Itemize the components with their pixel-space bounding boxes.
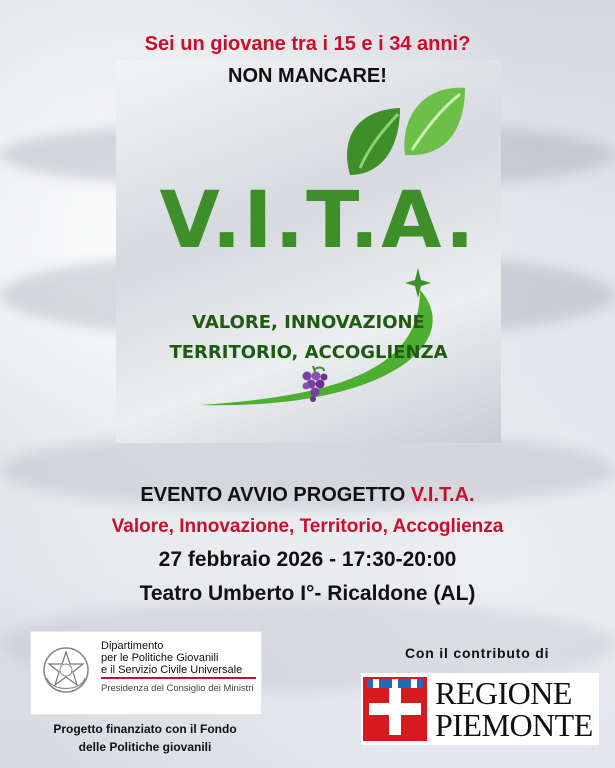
callout-text: NON MANCARE! — [228, 65, 387, 87]
department-line1: Dipartimento — [101, 640, 164, 652]
event-datetime: 27 febbraio 2026 - 17:30-20:00 — [158, 548, 457, 571]
emblem-icon — [39, 640, 93, 702]
piemonte-shield-icon — [363, 677, 427, 741]
department-line2: per le Politiche Giovanili — [101, 652, 219, 664]
funding-line1: Progetto finanziato con il Fondo — [53, 722, 237, 736]
vita-title: V.I.T.A. — [159, 176, 477, 266]
logo-subtitle-line1: VALORE, INNOVAZIONE — [192, 312, 425, 333]
department-logo — [30, 631, 262, 715]
department-divider — [101, 677, 256, 679]
leaves-icon — [330, 80, 470, 180]
target-age-question: Sei un giovane tra i 15 e i 34 anni? — [144, 33, 471, 55]
department-line4: Presidenza del Consiglio dei Ministri — [101, 683, 254, 694]
logo-subtitle-line2: TERRITORIO, ACCOGLIENZA — [169, 342, 448, 363]
regione-piemonte-logo — [361, 673, 599, 745]
funding-line2: delle Politiche giovanili — [78, 740, 212, 754]
department-text — [101, 640, 242, 676]
event-values: Valore, Innovazione, Territorio, Accoglienza — [111, 516, 504, 537]
event-title-prefix: EVENTO AVVIO PROGETTO — [140, 484, 411, 506]
event-place: Teatro Umberto I°- Ricaldone (AL) — [139, 582, 476, 605]
region-name-line1: REGIONE — [435, 675, 572, 711]
event-title-highlight: V.I.T.A. — [410, 484, 475, 506]
region-name-line2: PIEMONTE — [435, 707, 593, 743]
grapes-icon — [298, 364, 328, 402]
department-line3: e il Servizio Civile Universale — [101, 664, 243, 676]
event-title — [0, 484, 615, 507]
contribution-label: Con il contributo di — [405, 645, 550, 661]
